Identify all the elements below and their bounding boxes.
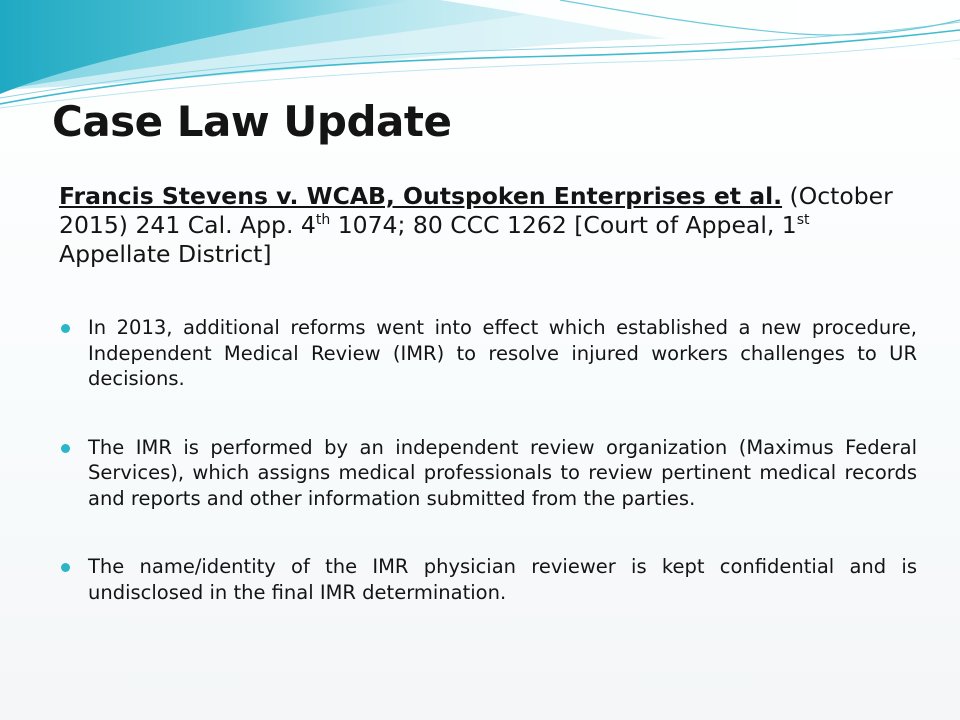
slide-title: Case Law Update: [52, 97, 452, 146]
bullet-item: [59, 315, 917, 392]
case-citation: [59, 182, 899, 269]
citation-text-1: (October 2015) 241 Cal. App. 4: [59, 182, 893, 239]
citation-superscript-th: th: [315, 212, 331, 228]
case-name: Francis Stevens v. WCAB, Outspoken Enterprises et al.: [59, 182, 783, 210]
bullet-text: The name/identity of the IMR physician reviewer is kept confidential and is undisclosed in the final IMR determination.: [88, 555, 917, 604]
bullet-item: [59, 554, 917, 605]
citation-superscript-st: st: [796, 212, 810, 228]
bullet-text: In 2013, additional reforms went into effect which established a new procedure, Independent Medical Review (IMR) to resolve injured workers challenges to UR decisions.: [88, 316, 917, 390]
bullet-item: [59, 435, 917, 512]
bullet-dot-icon: [61, 444, 70, 453]
citation-text-3: Appellate District]: [59, 240, 272, 268]
bullet-list: [59, 315, 917, 605]
citation-text-2: 1074; 80 CCC 1262 [Court of Appeal, 1: [330, 211, 797, 239]
bullet-dot-icon: [61, 324, 70, 333]
bullet-dot-icon: [61, 563, 70, 572]
bullet-text: The IMR is performed by an independent review organization (Maximus Federal Services), which assigns medical professionals to review pertinent medical records and reports and other information submitted from the parties.: [88, 435, 917, 510]
